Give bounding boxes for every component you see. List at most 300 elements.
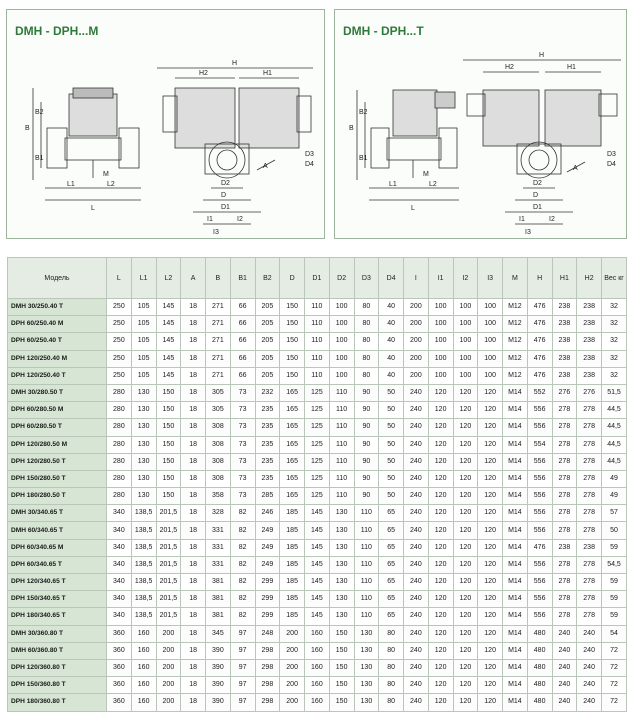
value-cell: 80 [354,316,379,333]
value-cell: 120 [428,642,453,659]
value-cell: 120 [453,402,478,419]
value-cell: 65 [379,574,404,591]
value-cell: 130 [131,419,156,436]
value-cell: 110 [305,333,330,350]
value-cell: 65 [379,591,404,608]
value-cell: 100 [329,316,354,333]
value-cell: 271 [206,367,231,384]
value-cell: 240 [404,625,429,642]
column-header: Модель [8,258,107,299]
value-cell: 82 [230,591,255,608]
value-cell: 150 [156,384,181,401]
value-cell: 150 [280,350,305,367]
value-cell: 278 [552,556,577,573]
value-cell: 250 [107,299,132,316]
value-cell: 278 [552,574,577,591]
value-cell: 556 [527,470,552,487]
value-cell: 200 [404,299,429,316]
model-cell: DPH 60/250.40 M [8,316,107,333]
dim-b2: B2 [35,109,44,116]
value-cell: 18 [181,402,206,419]
value-cell: 110 [329,419,354,436]
dim-d1: D1 [221,204,230,211]
value-cell: M14 [503,488,528,505]
value-cell: 18 [181,608,206,625]
value-cell: 271 [206,350,231,367]
value-cell: 73 [230,470,255,487]
value-cell: 240 [577,694,602,711]
value-cell: 40 [379,333,404,350]
value-cell: 200 [156,694,181,711]
column-header: I2 [453,258,478,299]
value-cell: 299 [255,608,280,625]
value-cell: 476 [527,333,552,350]
value-cell: 205 [255,299,280,316]
value-cell: 100 [453,350,478,367]
value-cell: 100 [453,316,478,333]
value-cell: 160 [305,625,330,642]
value-cell: 145 [156,333,181,350]
value-cell: 480 [527,625,552,642]
value-cell: 340 [107,539,132,556]
table-row [8,333,627,350]
column-header: D2 [329,258,354,299]
value-cell: 105 [131,316,156,333]
value-cell: 120 [453,677,478,694]
value-cell: 82 [230,539,255,556]
dim-t-d3: D3 [607,151,616,158]
value-cell: 328 [206,505,231,522]
value-cell: 340 [107,522,132,539]
value-cell: 276 [577,384,602,401]
dim-a: A [263,163,268,170]
value-cell: 200 [156,625,181,642]
column-header: A [181,258,206,299]
value-cell: 120 [453,470,478,487]
value-cell: 358 [206,488,231,505]
value-cell: 165 [280,453,305,470]
value-cell: 340 [107,556,132,573]
value-cell: 278 [577,522,602,539]
value-cell: 278 [552,402,577,419]
value-cell: 40 [379,367,404,384]
dim-l1: L1 [67,181,75,188]
value-cell: M12 [503,367,528,384]
value-cell: 240 [404,694,429,711]
dim-b1: B1 [35,155,44,162]
value-cell: 160 [131,677,156,694]
value-cell: 130 [131,488,156,505]
table-row [8,591,627,608]
value-cell: 205 [255,333,280,350]
value-cell: 105 [131,367,156,384]
value-cell: 51,5 [602,384,627,401]
value-cell: 240 [404,419,429,436]
value-cell: 145 [156,350,181,367]
value-cell: 73 [230,419,255,436]
value-cell: 73 [230,402,255,419]
value-cell: 185 [280,591,305,608]
value-cell: 250 [107,367,132,384]
value-cell: M14 [503,419,528,436]
value-cell: 299 [255,591,280,608]
value-cell: 201,5 [156,539,181,556]
value-cell: 200 [404,333,429,350]
value-cell: 238 [577,316,602,333]
value-cell: 240 [404,522,429,539]
value-cell: 278 [577,556,602,573]
dim-h: H [232,60,238,67]
value-cell: 235 [255,419,280,436]
value-cell: 18 [181,694,206,711]
value-cell: 480 [527,677,552,694]
table-row [8,453,627,470]
value-cell: 278 [577,419,602,436]
value-cell: 308 [206,419,231,436]
value-cell: 250 [107,350,132,367]
value-cell: 476 [527,350,552,367]
value-cell: 110 [354,608,379,625]
value-cell: 82 [230,556,255,573]
value-cell: 120 [478,539,503,556]
column-header: D4 [379,258,404,299]
model-cell: DMH 60/360.80 T [8,642,107,659]
value-cell: 249 [255,539,280,556]
value-cell: 80 [379,659,404,676]
value-cell: 130 [354,694,379,711]
value-cell: 82 [230,505,255,522]
value-cell: 110 [329,436,354,453]
value-cell: 145 [305,539,330,556]
value-cell: 66 [230,316,255,333]
table-row [8,488,627,505]
value-cell: 50 [379,419,404,436]
column-header: L2 [156,258,181,299]
value-cell: 72 [602,694,627,711]
value-cell: 18 [181,367,206,384]
table-row [8,384,627,401]
value-cell: M14 [503,436,528,453]
value-cell: 298 [255,677,280,694]
value-cell: 238 [577,539,602,556]
value-cell: 232 [255,384,280,401]
column-header: I1 [428,258,453,299]
dim-i1: I1 [207,216,213,223]
value-cell: 110 [354,591,379,608]
model-cell: DPH 120/250.40 T [8,367,107,384]
value-cell: 280 [107,436,132,453]
value-cell: 44,5 [602,453,627,470]
value-cell: 556 [527,453,552,470]
value-cell: M14 [503,574,528,591]
value-cell: 150 [329,694,354,711]
value-cell: 278 [552,470,577,487]
value-cell: 120 [453,488,478,505]
value-cell: 331 [206,522,231,539]
model-cell: DPH 60/280.50 T [8,419,107,436]
value-cell: 82 [230,522,255,539]
column-header: Вес кг [602,258,627,299]
value-cell: 150 [329,659,354,676]
dimensions-table [7,257,627,712]
table-row [8,574,627,591]
value-cell: 44,5 [602,436,627,453]
value-cell: 18 [181,453,206,470]
value-cell: 165 [280,488,305,505]
value-cell: 120 [453,453,478,470]
value-cell: 120 [453,694,478,711]
column-header: B2 [255,258,280,299]
value-cell: 18 [181,384,206,401]
value-cell: 120 [478,488,503,505]
value-cell: 80 [379,694,404,711]
value-cell: 205 [255,367,280,384]
value-cell: 90 [354,419,379,436]
value-cell: 150 [280,299,305,316]
dim-l2: L2 [107,181,115,188]
value-cell: 120 [428,608,453,625]
value-cell: 476 [527,316,552,333]
value-cell: 185 [280,522,305,539]
motor-body-front-2 [239,88,299,148]
dim-t-b: B [349,125,354,132]
drawing-panel-t [334,9,627,239]
value-cell: 80 [379,625,404,642]
value-cell: 50 [379,402,404,419]
value-cell: 40 [379,350,404,367]
value-cell: 130 [131,384,156,401]
value-cell: 32 [602,333,627,350]
table-row [8,299,627,316]
value-cell: 240 [577,659,602,676]
dim-i2: I2 [237,216,243,223]
model-cell: DPH 150/340.65 T [8,591,107,608]
value-cell: 280 [107,384,132,401]
value-cell: M14 [503,659,528,676]
value-cell: 120 [428,539,453,556]
dim-t-h: H [539,52,545,59]
value-cell: 100 [478,316,503,333]
value-cell: 201,5 [156,574,181,591]
value-cell: 276 [552,384,577,401]
value-cell: 200 [280,677,305,694]
value-cell: 138,5 [131,556,156,573]
value-cell: 238 [552,333,577,350]
value-cell: 160 [131,694,156,711]
value-cell: 120 [428,522,453,539]
value-cell: 381 [206,591,231,608]
value-cell: 65 [379,539,404,556]
value-cell: 100 [428,350,453,367]
value-cell: 100 [453,299,478,316]
value-cell: 110 [329,402,354,419]
value-cell: 100 [329,367,354,384]
value-cell: 278 [577,591,602,608]
value-cell: 73 [230,488,255,505]
value-cell: 82 [230,608,255,625]
value-cell: 556 [527,556,552,573]
value-cell: 50 [379,488,404,505]
model-cell: DMH 30/360.80 T [8,625,107,642]
value-cell: 150 [280,316,305,333]
value-cell: 18 [181,488,206,505]
value-cell: 110 [329,453,354,470]
value-cell: M14 [503,470,528,487]
value-cell: 120 [478,642,503,659]
dim-t-d4: D4 [607,161,616,168]
value-cell: 298 [255,659,280,676]
value-cell: 120 [453,659,478,676]
column-header: I [404,258,429,299]
value-cell: 278 [552,436,577,453]
column-header: B1 [230,258,255,299]
value-cell: 80 [354,333,379,350]
value-cell: 130 [329,505,354,522]
model-cell: DPH 150/280.50 T [8,470,107,487]
value-cell: 90 [354,436,379,453]
value-cell: 18 [181,677,206,694]
column-header: D3 [354,258,379,299]
value-cell: 476 [527,539,552,556]
value-cell: 556 [527,522,552,539]
value-cell: M14 [503,522,528,539]
value-cell: 185 [280,505,305,522]
value-cell: 97 [230,694,255,711]
motor-body-front-t2 [545,90,601,146]
value-cell: 340 [107,591,132,608]
value-cell: 271 [206,316,231,333]
value-cell: 556 [527,574,552,591]
value-cell: 18 [181,505,206,522]
value-cell: 120 [478,659,503,676]
value-cell: 150 [329,677,354,694]
value-cell: 235 [255,453,280,470]
value-cell: 120 [478,402,503,419]
value-cell: 238 [577,333,602,350]
model-cell: DPH 180/360.80 T [8,694,107,711]
value-cell: M12 [503,299,528,316]
drawing-panel-m [6,9,325,239]
value-cell: 100 [329,350,354,367]
value-cell: 278 [552,453,577,470]
motor-body-side-t [393,90,437,136]
value-cell: 80 [379,642,404,659]
value-cell: 390 [206,659,231,676]
value-cell: 120 [453,436,478,453]
value-cell: 138,5 [131,539,156,556]
value-cell: 125 [305,470,330,487]
value-cell: 240 [404,608,429,625]
value-cell: 120 [428,591,453,608]
value-cell: 271 [206,333,231,350]
value-cell: 240 [404,453,429,470]
model-cell: DPH 60/340.65 T [8,556,107,573]
value-cell: 110 [305,350,330,367]
column-header: H [527,258,552,299]
value-cell: 278 [552,591,577,608]
column-header: L [107,258,132,299]
value-cell: 240 [404,470,429,487]
value-cell: 360 [107,642,132,659]
dim-t-l1: L1 [389,181,397,188]
value-cell: 130 [329,556,354,573]
value-cell: 120 [453,625,478,642]
table-body [8,299,627,712]
value-cell: 65 [379,608,404,625]
value-cell: 59 [602,574,627,591]
value-cell: M14 [503,677,528,694]
table-row [8,608,627,625]
value-cell: 480 [527,694,552,711]
value-cell: 59 [602,539,627,556]
value-cell: 278 [577,608,602,625]
value-cell: 145 [305,608,330,625]
value-cell: 556 [527,505,552,522]
value-cell: 54 [602,625,627,642]
value-cell: 100 [478,333,503,350]
value-cell: 120 [428,436,453,453]
value-cell: 160 [305,659,330,676]
value-cell: 240 [404,659,429,676]
value-cell: 381 [206,608,231,625]
table-row [8,659,627,676]
value-cell: 120 [428,453,453,470]
value-cell: 97 [230,642,255,659]
value-cell: 18 [181,642,206,659]
value-cell: 240 [552,642,577,659]
motor-body-front-1 [175,88,235,148]
dim-b: B [25,125,30,132]
value-cell: 120 [428,677,453,694]
value-cell: 160 [305,642,330,659]
value-cell: 125 [305,402,330,419]
value-cell: 165 [280,436,305,453]
value-cell: 100 [478,299,503,316]
table-row [8,556,627,573]
value-cell: M14 [503,402,528,419]
table-row [8,522,627,539]
value-cell: 105 [131,350,156,367]
value-cell: 120 [478,453,503,470]
value-cell: 552 [527,384,552,401]
value-cell: 201,5 [156,505,181,522]
value-cell: 32 [602,367,627,384]
value-cell: 165 [280,402,305,419]
table-row [8,436,627,453]
value-cell: 200 [280,659,305,676]
column-header: M [503,258,528,299]
value-cell: 246 [255,505,280,522]
value-cell: 235 [255,402,280,419]
value-cell: 298 [255,694,280,711]
value-cell: 138,5 [131,591,156,608]
value-cell: 160 [305,677,330,694]
value-cell: 240 [404,505,429,522]
value-cell: 205 [255,350,280,367]
value-cell: 145 [305,522,330,539]
value-cell: 240 [404,574,429,591]
value-cell: 200 [404,316,429,333]
value-cell: 97 [230,659,255,676]
value-cell: 240 [552,677,577,694]
value-cell: M14 [503,539,528,556]
value-cell: 80 [354,367,379,384]
value-cell: 200 [280,642,305,659]
table-row [8,694,627,711]
table-row [8,677,627,694]
value-cell: 305 [206,402,231,419]
value-cell: 145 [305,556,330,573]
